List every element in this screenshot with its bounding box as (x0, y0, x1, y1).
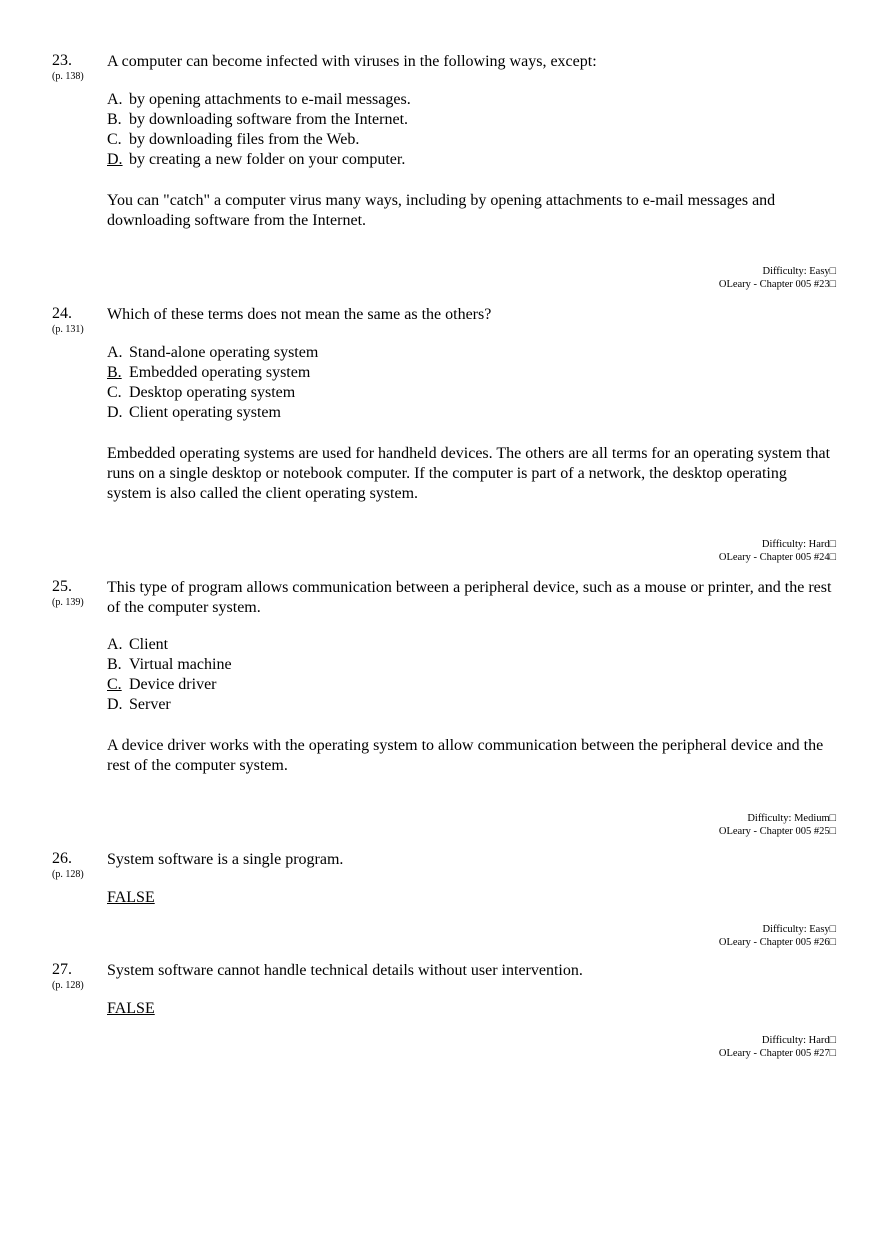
option-text: Stand-alone operating system (129, 344, 319, 361)
option (107, 383, 318, 403)
option (107, 90, 411, 110)
option (107, 635, 232, 655)
page-reference: (p. 128) (52, 980, 84, 991)
page-reference: (p. 138) (52, 71, 84, 82)
option-letter: A. (107, 636, 123, 653)
source-ref: OLeary - Chapter 005 #27□ (718, 1048, 836, 1059)
question-text: Which of these terms does not mean the same as the others? (107, 306, 492, 323)
difficulty: Difficulty: Easy□ (762, 924, 836, 935)
option-text: Server (129, 696, 171, 713)
option-letter: C. (107, 384, 122, 401)
difficulty: Difficulty: Hard□ (761, 539, 836, 550)
option-text: by creating a new folder on your computer. (129, 151, 406, 168)
question-metadata (719, 265, 836, 291)
option-letter: C. (107, 131, 122, 148)
question-metadata (719, 1034, 836, 1060)
option (107, 130, 411, 150)
option-text: Desktop operating system (129, 384, 296, 401)
option (107, 110, 411, 130)
question-metadata (719, 812, 836, 838)
option (107, 343, 318, 363)
option-text: by downloading files from the Web. (129, 131, 360, 148)
question-metadata (719, 923, 836, 949)
page-reference: (p. 131) (52, 324, 84, 335)
explanation: You can "catch" a computer virus many ways, including by opening attachments to e-mail messages and downloading software from the Internet. (107, 192, 776, 229)
question-number: 27. (52, 961, 72, 978)
question-number: 25. (52, 578, 72, 595)
source-ref: OLeary - Chapter 005 #23□ (718, 279, 836, 290)
explanation: A device driver works with the operating system to allow communication between the peripheral device and the rest of the computer system. (107, 737, 824, 774)
explanation: Embedded operating systems are used for handheld devices. The others are all terms for an operating system that runs on a single desktop or notebook computer. If the computer is part of a network, the desktop operating system is also called the client operating system. (107, 445, 831, 502)
answer-letter: B. (107, 364, 122, 381)
option (107, 655, 232, 675)
answer-letter: D. (107, 151, 123, 168)
question-text: This type of program allows communication between a peripheral device, such as a mouse or printer, and the rest of the computer system. (107, 579, 832, 616)
difficulty: Difficulty: Medium□ (747, 813, 836, 824)
question-number: 24. (52, 305, 72, 322)
question-number: 23. (52, 52, 72, 69)
page-reference: (p. 139) (52, 597, 84, 608)
option-text: Virtual machine (129, 656, 232, 673)
question-number: 26. (52, 850, 72, 867)
true-false-answer: FALSE (107, 889, 155, 906)
option-letter: A. (107, 344, 123, 361)
option-letter: D. (107, 696, 123, 713)
option (107, 675, 232, 695)
question-text: System software cannot handle technical details without user intervention. (107, 962, 583, 979)
option (107, 150, 411, 170)
option-text: by opening attachments to e-mail messages. (129, 91, 411, 108)
option-letter: A. (107, 91, 123, 108)
page-reference: (p. 128) (52, 869, 84, 880)
source-ref: OLeary - Chapter 005 #24□ (718, 552, 836, 563)
option (107, 363, 318, 383)
option-letter: D. (107, 404, 123, 421)
option-list (107, 90, 411, 170)
answer-letter: C. (107, 676, 122, 693)
option (107, 403, 318, 423)
option-list (107, 343, 318, 423)
difficulty: Difficulty: Easy□ (762, 266, 836, 277)
option-text: Embedded operating system (129, 364, 311, 381)
source-ref: OLeary - Chapter 005 #26□ (718, 937, 836, 948)
option-text: by downloading software from the Internet. (129, 111, 409, 128)
difficulty: Difficulty: Hard□ (761, 1035, 836, 1046)
question-text: A computer can become infected with viruses in the following ways, except: (107, 53, 597, 70)
option-text: Device driver (129, 676, 217, 693)
question-text: System software is a single program. (107, 851, 344, 868)
question-metadata (719, 538, 836, 564)
true-false-answer: FALSE (107, 1000, 155, 1017)
option (107, 695, 232, 715)
option-text: Client (129, 636, 169, 653)
option-list (107, 635, 232, 715)
option-letter: B. (107, 656, 122, 673)
option-text: Client operating system (129, 404, 281, 421)
source-ref: OLeary - Chapter 005 #25□ (718, 826, 836, 837)
option-letter: B. (107, 111, 122, 128)
